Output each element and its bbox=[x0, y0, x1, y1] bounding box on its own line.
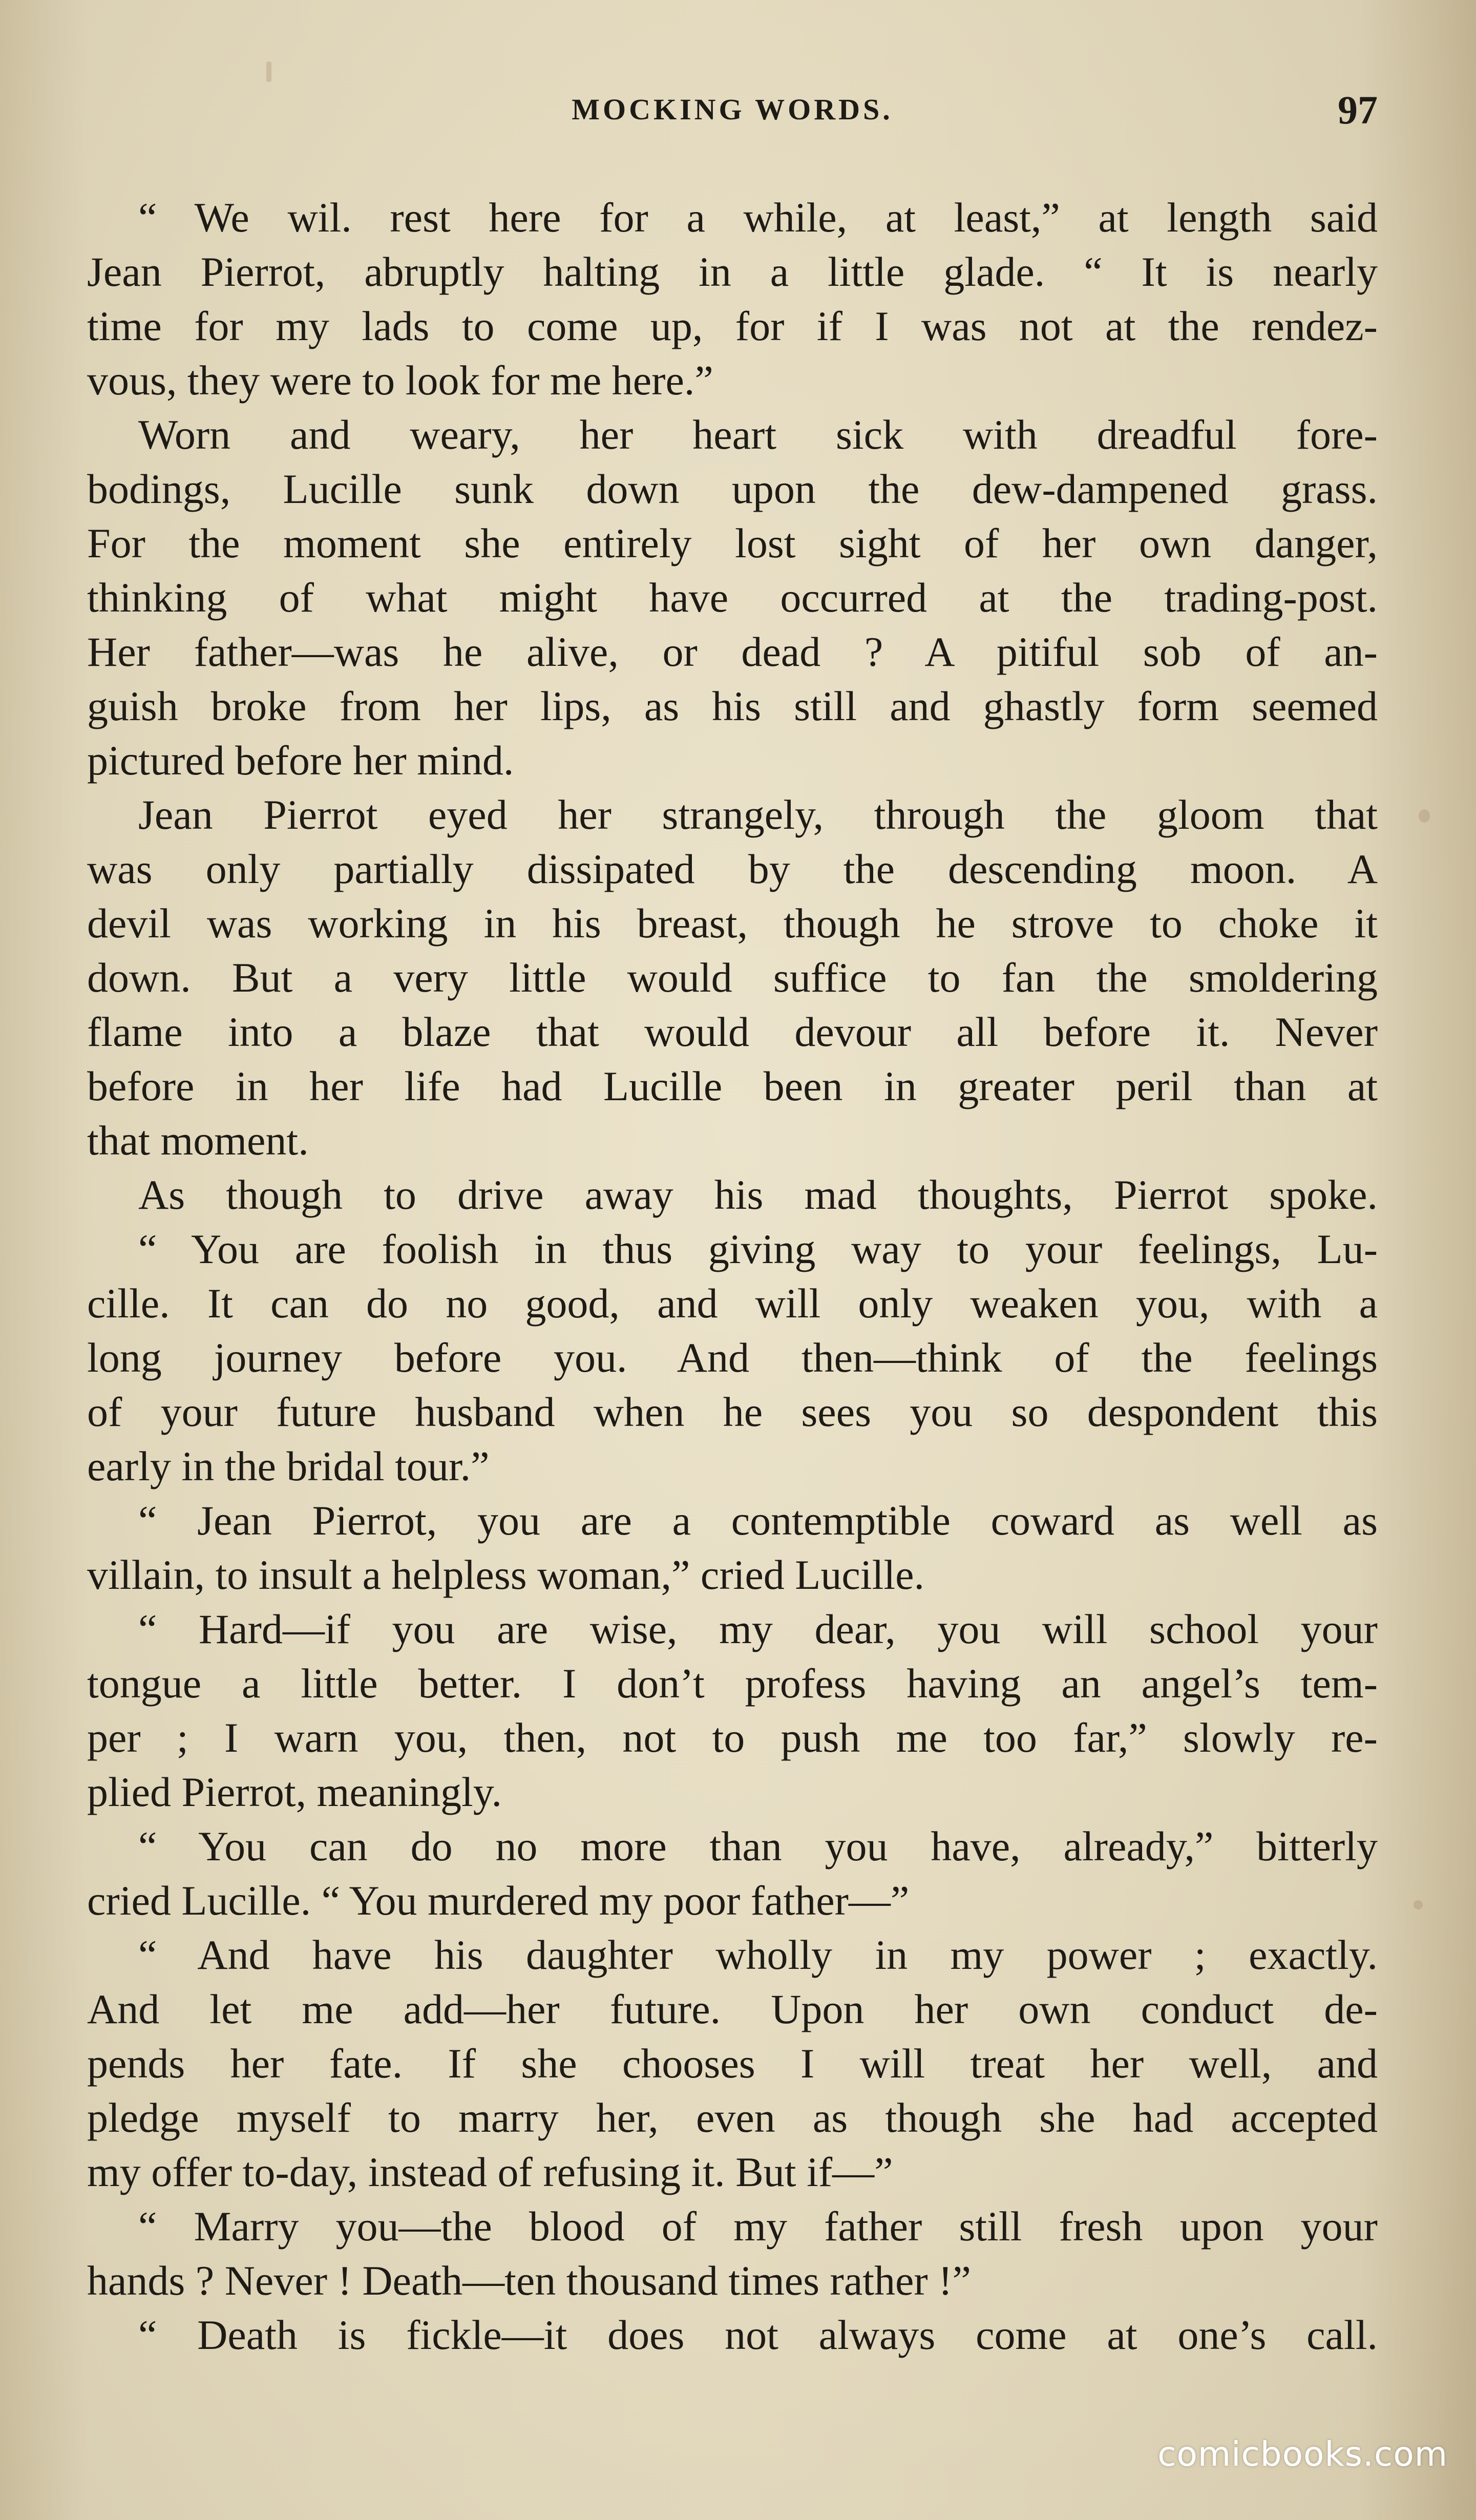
text-line: “ Jean Pierrot, you are a contemptible coward as well as bbox=[138, 1497, 1378, 1544]
text-line: cille. It can do no good, and will only weaken you, with a bbox=[87, 1280, 1378, 1327]
text-line: Worn and weary, her heart sick with dreadful fore- bbox=[138, 411, 1378, 458]
text-line: “ We wil. rest here for a while, at least,” at length said bbox=[138, 194, 1378, 241]
text-line: devil was working in his breast, though he strove to choke it bbox=[87, 900, 1378, 947]
text-line: per ; I warn you, then, not to push me too far,” slowly re- bbox=[87, 1714, 1378, 1761]
page-number: 97 bbox=[1338, 88, 1378, 132]
text-line: “ Marry you—the blood of my father still fresh upon your bbox=[138, 2203, 1378, 2250]
text-line: For the moment she entirely lost sight of her own danger, bbox=[87, 520, 1378, 566]
foxing-spot bbox=[266, 61, 271, 82]
text-line: pledge myself to marry her, even as though she had accepted bbox=[87, 2094, 1378, 2141]
text-line: thinking of what might have occurred at the trading-post. bbox=[87, 574, 1378, 621]
text-line: “ Death is fickle—it does not always come at one’s call. bbox=[138, 2312, 1378, 2358]
text-line: flame into a blaze that would devour all before it. Never bbox=[87, 1009, 1378, 1055]
text-line: tongue a little better. I don’t profess having an angel’s tem- bbox=[87, 1660, 1378, 1707]
text-line: was only partially dissipated by the descending moon. A bbox=[87, 846, 1378, 892]
text-line: Jean Pierrot eyed her strangely, through the gloom that bbox=[138, 791, 1378, 838]
text-line: hands ? Never ! Death—ten thousand times rather !” bbox=[87, 2257, 971, 2304]
text-line: my offer to-day, instead of refusing it. But if—” bbox=[87, 2149, 893, 2195]
text-line: that moment. bbox=[87, 1117, 309, 1164]
text-line: “ Hard—if you are wise, my dear, you will school your bbox=[138, 1606, 1378, 1652]
watermark-text: comicbooks.com bbox=[1157, 2434, 1448, 2474]
text-line: Jean Pierrot, abruptly halting in a little glade. “ It is nearly bbox=[87, 248, 1378, 295]
running-title: MOCKING WORDS. bbox=[572, 93, 893, 126]
text-line: “ You can do no more than you have, already,” bitterly bbox=[138, 1823, 1378, 1870]
running-head bbox=[87, 87, 1378, 138]
text-line: pictured before her mind. bbox=[87, 737, 514, 784]
text-line: bodings, Lucille sunk down upon the dew-dampened grass. bbox=[87, 466, 1378, 512]
text-line: Her father—was he alive, or dead ? A pitiful sob of an- bbox=[87, 628, 1378, 675]
text-line: long journey before you. And then—think of the feelings bbox=[87, 1334, 1378, 1381]
text-line: plied Pierrot, meaningly. bbox=[87, 1769, 502, 1815]
text-line: And let me add—her future. Upon her own conduct de- bbox=[87, 1986, 1378, 2032]
text-line: pends her fate. If she chooses I will treat her well, and bbox=[87, 2040, 1378, 2087]
text-line: of your future husband when he sees you so despondent this bbox=[87, 1389, 1378, 1435]
text-line: guish broke from her lips, as his still and ghastly form seemed bbox=[87, 683, 1378, 729]
foxing-spot bbox=[1414, 1900, 1423, 1909]
text-line: vous, they were to look for me here.” bbox=[87, 357, 713, 404]
text-line: down. But a very little would suffice to fan the smoldering bbox=[87, 954, 1378, 1001]
text-line: As though to drive away his mad thoughts, Pierrot spoke. bbox=[138, 1171, 1378, 1218]
text-line: early in the bridal tour.” bbox=[87, 1443, 490, 1489]
text-line: cried Lucille. “ You murdered my poor father—” bbox=[87, 1877, 910, 1924]
text-line: “ You are foolish in thus giving way to your feelings, Lu- bbox=[138, 1226, 1378, 1272]
foxing-spot bbox=[1419, 809, 1430, 823]
text-line: before in her life had Lucille been in greater peril than at bbox=[87, 1063, 1378, 1109]
text-line: villain, to insult a helpless woman,” cried Lucille. bbox=[87, 1551, 925, 1598]
text-line: “ And have his daughter wholly in my power ; exactly. bbox=[138, 1931, 1378, 1978]
body-text bbox=[87, 191, 1378, 2393]
text-line: time for my lads to come up, for if I was not at the rendez- bbox=[87, 303, 1378, 349]
